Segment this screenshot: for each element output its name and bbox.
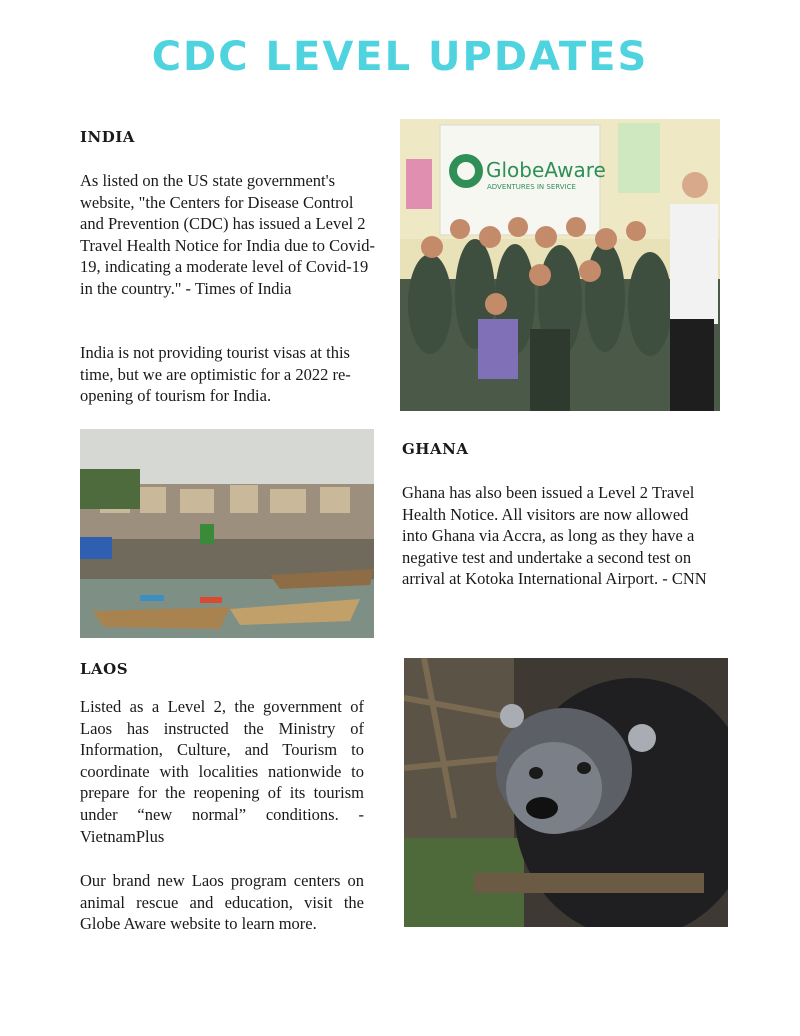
globeaware-banner-name: GlobeAware [486,158,606,182]
laos-paragraph-1: Listed as a Level 2, the government of Laos has instructed the Ministry of Information, Culture, and Tourism to coordinate with localities nationwide to prepare for the reopening of its tourism under “new normal” conditions. - VietnamPlus [80,697,364,846]
globeaware-banner-tagline: ADVENTURES IN SERVICE [487,183,576,191]
laos-heading: LAOS [80,660,129,678]
ghana-harbor-photo [80,429,374,638]
india-heading: INDIA [80,128,135,146]
ghana-paragraph-1: Ghana has also been issued a Level 2 Travel Health Notice. All visitors are now allowed into Ghana via Accra, as long as they have a negative test and undertake a second test on arrival at Kotoka International Airport. - CNN [402,483,707,589]
ghana-heading: GHANA [402,440,469,458]
laos-paragraph-2: Our brand new Laos program centers on animal rescue and education, visit the Globe Aware website to learn more. [80,871,364,934]
page-title: CDC LEVEL UPDATES [151,34,649,80]
india-students-photo [400,119,720,411]
india-paragraph-1: As listed on the US state government's website, "the Centers for Disease Control and Prevention (CDC) has issued a Level 2 Travel Health Notice for India due to Covid-19, indicating a moderate level of Covid-19 in the country." - Times of India [80,171,375,298]
laos-binturong-photo [404,658,728,927]
india-paragraph-2: India is not providing tourist visas at this time, but we are optimistic for a 2022 re-opening of tourism for India. [80,343,351,406]
